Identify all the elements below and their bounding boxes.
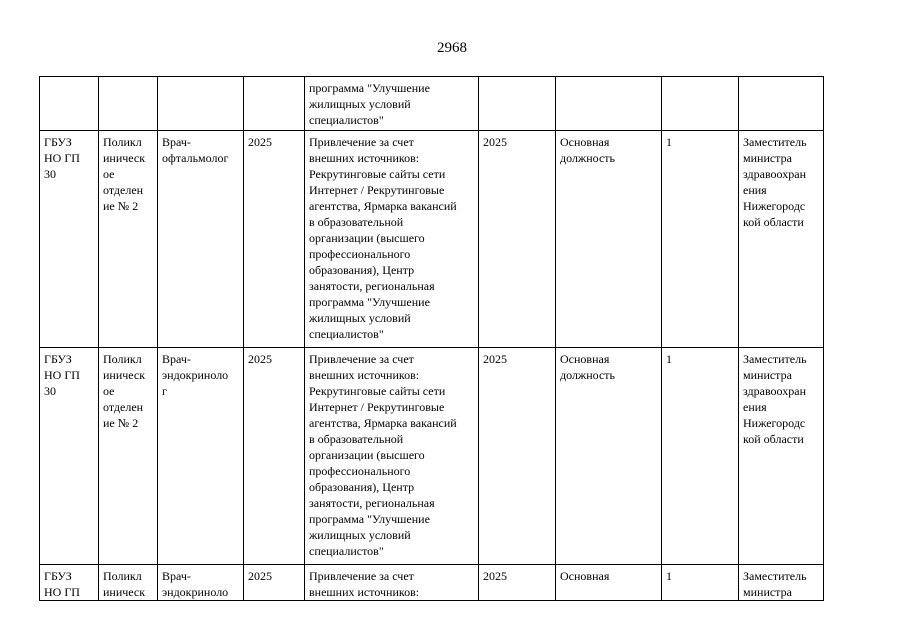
org-cell	[40, 348, 99, 565]
description-line: программа "Улучшение	[309, 81, 430, 95]
dept-line: отделен	[103, 183, 144, 197]
description-line: в образовательной	[309, 215, 404, 229]
count-cell	[662, 77, 739, 131]
dept-line: иническ	[103, 368, 146, 382]
dept-cell	[99, 565, 158, 601]
description-line: агентства, Ярмарка вакансий	[309, 416, 457, 430]
dept-line: Поликл	[103, 569, 142, 583]
position-type-line: Основная	[560, 569, 610, 583]
org-line: 30	[44, 167, 56, 181]
description-line: специалистов"	[309, 113, 384, 127]
responsible-line: здравоохран	[743, 384, 806, 398]
description-line: Интернет / Рекрутинговые	[309, 400, 445, 414]
description-line: Привлечение за счет	[309, 569, 414, 583]
position-line: эндокриноло	[162, 585, 229, 599]
description-line: занятости, региональная	[309, 279, 435, 293]
position-cell	[158, 565, 244, 601]
table-row	[40, 131, 824, 348]
org-cell	[40, 131, 99, 348]
responsible-line: министра	[743, 368, 792, 382]
description-line: внешних источников:	[309, 151, 420, 165]
responsible-line: ения	[743, 183, 767, 197]
staffing-table	[39, 76, 824, 601]
responsible-line: министра	[743, 585, 792, 599]
year-cell	[244, 77, 305, 131]
org-line: ГБУЗ	[44, 135, 72, 149]
position-cell	[158, 77, 244, 131]
dept-line: ое	[103, 167, 115, 181]
dept-line: отделен	[103, 400, 144, 414]
description-line: в образовательной	[309, 432, 404, 446]
count-cell: 1	[662, 565, 739, 601]
deadline-cell: 2025	[479, 565, 556, 601]
count-cell: 1	[662, 131, 739, 348]
dept-line: ое	[103, 384, 115, 398]
position-type-cell	[556, 77, 662, 131]
position-line: г	[162, 384, 167, 398]
org-line: НО ГП	[44, 585, 80, 599]
year-cell: 2025	[244, 131, 305, 348]
position-type-cell	[556, 565, 662, 601]
position-line: Врач-	[162, 135, 191, 149]
position-line: эндокриноло	[162, 368, 229, 382]
description-line: Интернет / Рекрутинговые	[309, 183, 445, 197]
description-line: Привлечение за счет	[309, 352, 414, 366]
responsible-line: кой области	[743, 215, 804, 229]
dept-cell	[99, 131, 158, 348]
position-type-cell	[556, 348, 662, 565]
dept-line: Поликл	[103, 352, 142, 366]
description-line: профессионального	[309, 464, 411, 478]
position-type-line: должность	[560, 151, 615, 165]
position-type-line: Основная	[560, 352, 610, 366]
org-cell	[40, 77, 99, 131]
dept-cell	[99, 77, 158, 131]
deadline-cell: 2025	[479, 131, 556, 348]
responsible-cell	[739, 131, 824, 348]
description-line: внешних источников:	[309, 585, 420, 599]
responsible-cell	[739, 348, 824, 565]
dept-line: ие № 2	[103, 199, 139, 213]
description-cell	[305, 131, 479, 348]
position-type-line: должность	[560, 368, 615, 382]
year-cell: 2025	[244, 348, 305, 565]
dept-cell	[99, 348, 158, 565]
org-line: НО ГП	[44, 151, 80, 165]
description-line: программа "Улучшение	[309, 295, 430, 309]
description-line: жилищных условий	[309, 311, 411, 325]
description-line: специалистов"	[309, 327, 384, 341]
dept-line: Поликл	[103, 135, 142, 149]
responsible-cell	[739, 565, 824, 601]
dept-line: иническ	[103, 585, 146, 599]
responsible-line: Заместитель	[743, 569, 807, 583]
description-line: профессионального	[309, 247, 411, 261]
position-line: Врач-	[162, 569, 191, 583]
responsible-line: здравоохран	[743, 167, 806, 181]
deadline-cell: 2025	[479, 348, 556, 565]
year-cell: 2025	[244, 565, 305, 601]
responsible-line: Нижегородс	[743, 199, 806, 213]
position-cell	[158, 348, 244, 565]
org-line: ГБУЗ	[44, 569, 72, 583]
description-line: жилищных условий	[309, 528, 411, 542]
description-line: внешних источников:	[309, 368, 420, 382]
description-cell	[305, 565, 479, 601]
position-line: Врач-	[162, 352, 191, 366]
deadline-cell	[479, 77, 556, 131]
table-row	[40, 565, 824, 601]
position-type-cell	[556, 131, 662, 348]
description-line: образования), Центр	[309, 263, 415, 277]
description-line: образования), Центр	[309, 480, 415, 494]
description-line: занятости, региональная	[309, 496, 435, 510]
description-line: Привлечение за счет	[309, 135, 414, 149]
table-row	[40, 77, 824, 131]
responsible-line: Нижегородс	[743, 416, 806, 430]
description-line: агентства, Ярмарка вакансий	[309, 199, 457, 213]
description-line: специалистов"	[309, 544, 384, 558]
org-line: НО ГП	[44, 368, 80, 382]
position-cell	[158, 131, 244, 348]
responsible-cell	[739, 77, 824, 131]
responsible-line: Заместитель	[743, 352, 807, 366]
description-line: программа "Улучшение	[309, 512, 430, 526]
description-line: организации (высшего	[309, 448, 425, 462]
description-cell	[305, 77, 479, 131]
org-line: ГБУЗ	[44, 352, 72, 366]
description-line: организации (высшего	[309, 231, 425, 245]
table-row	[40, 348, 824, 565]
page-number: 2968	[437, 40, 467, 56]
count-cell: 1	[662, 348, 739, 565]
responsible-line: ения	[743, 400, 767, 414]
description-line: Рекрутинговые сайты сети	[309, 167, 446, 181]
responsible-line: министра	[743, 151, 792, 165]
position-line: офтальмолог	[162, 151, 229, 165]
description-cell	[305, 348, 479, 565]
org-line: 30	[44, 384, 56, 398]
responsible-line: кой области	[743, 432, 804, 446]
org-cell	[40, 565, 99, 601]
description-line: Рекрутинговые сайты сети	[309, 384, 446, 398]
dept-line: иническ	[103, 151, 146, 165]
responsible-line: Заместитель	[743, 135, 807, 149]
position-type-line: Основная	[560, 135, 610, 149]
dept-line: ие № 2	[103, 416, 139, 430]
description-line: жилищных условий	[309, 97, 411, 111]
